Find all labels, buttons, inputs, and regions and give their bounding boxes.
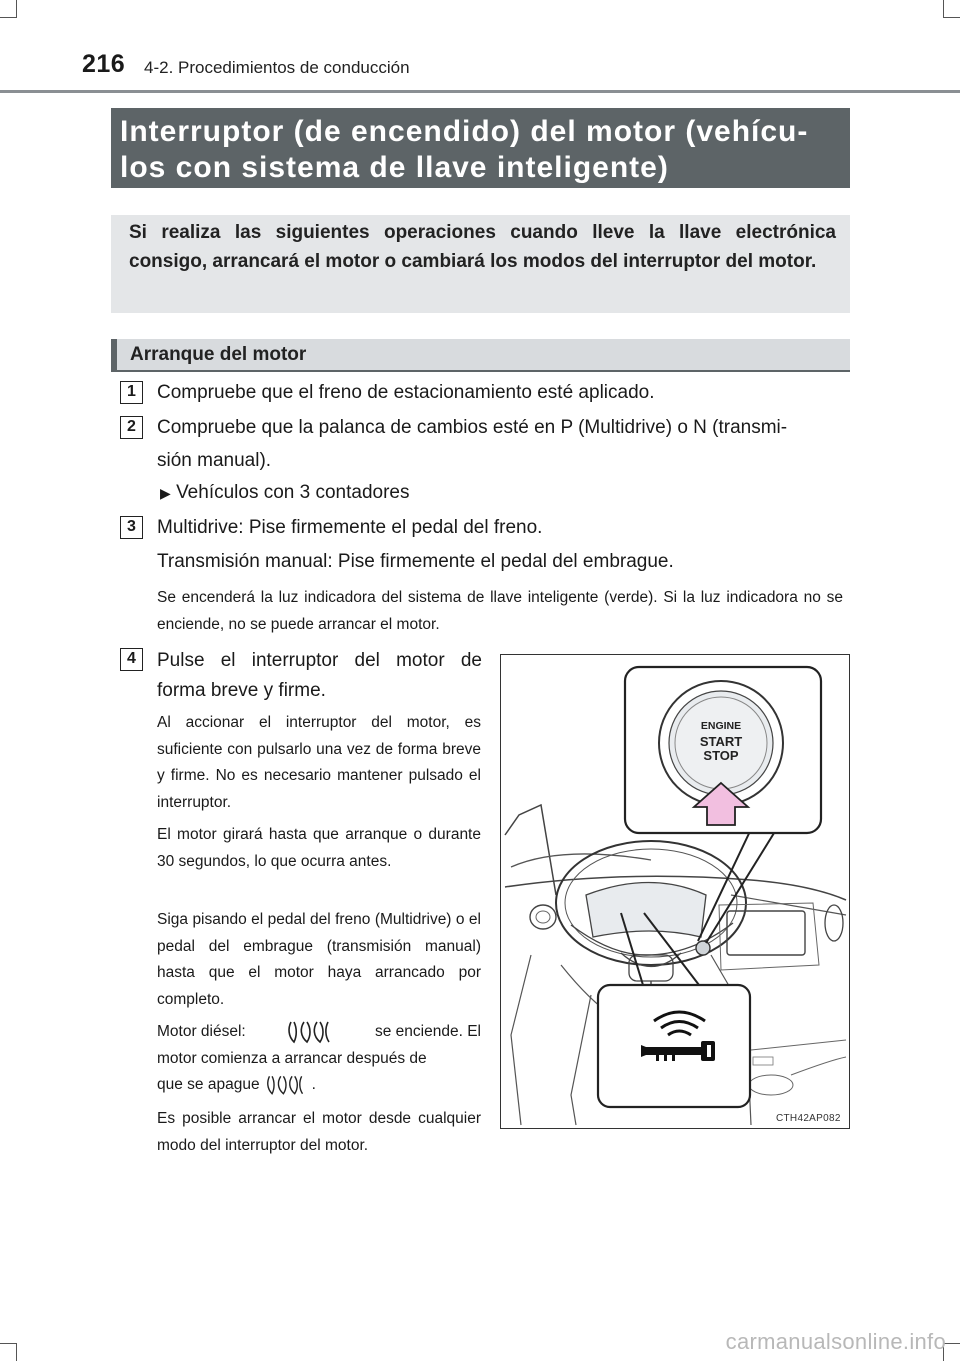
step-number: 1 xyxy=(120,381,143,404)
step-4-note-1: Al accionar el interruptor del motor, es suficiente con pulsarlo una vez de forma breve y firme. No es necesario mantener pulsado el interruptor. xyxy=(157,714,481,811)
diesel-text-1: Motor diésel: xyxy=(157,1023,246,1040)
title-line-2: los con sistema de llave inteligente) xyxy=(120,151,669,184)
crop-mark xyxy=(16,1343,17,1361)
section-label: 4-2. Procedimientos de conducción xyxy=(144,58,410,77)
diesel-line-3 xyxy=(157,1072,481,1099)
engine-switch-figure xyxy=(500,654,850,1129)
step-4-note-last: Es posible arrancar el motor desde cualquier modo del interruptor del motor. xyxy=(157,1110,481,1154)
diesel-text-3: que se apague xyxy=(157,1076,260,1094)
button-label-engine: ENGINE xyxy=(700,720,742,732)
watermark: carmanualsonline.info xyxy=(725,1329,946,1354)
step-3-line-2: Transmisión manual: Pise firmemente el pedal del embrague. xyxy=(157,551,674,572)
crop-mark xyxy=(0,1343,17,1344)
step-2-text xyxy=(157,411,787,477)
title-line-1: Interruptor (de encendido) del motor (vehícu- xyxy=(120,115,809,148)
header-rule xyxy=(0,90,960,93)
step-3-note: Se encenderá la luz indicadora del sistema de llave inteligente (verde). Si la luz indicadora no se enciende, no se puede arrancar el motor. xyxy=(157,589,843,633)
subsection-heading: Arranque del motor xyxy=(111,339,850,370)
bullet-text: Vehículos con 3 contadores xyxy=(176,482,410,503)
step-number: 4 xyxy=(120,648,143,671)
step-4-note-2: El motor girará hasta que arranque o durante 30 segundos, lo que ocurra antes. xyxy=(157,826,481,870)
triangle-right-icon: ▶ xyxy=(160,485,171,501)
step-2-line-1: Compruebe que la palanca de cambios esté en P (Multidrive) o N (transmi- xyxy=(157,417,788,438)
figure-code: CTH42AP082 xyxy=(776,1113,841,1124)
crop-mark xyxy=(0,17,17,18)
diesel-line-2: motor comienza a arrancar después de xyxy=(157,1049,427,1067)
subsection-rule xyxy=(111,370,850,372)
diesel-text-4: . xyxy=(311,1076,316,1094)
step-4-line-1: Pulse el interruptor del motor de xyxy=(157,650,482,671)
step-4-line-2: forma breve y firme. xyxy=(157,680,326,701)
button-label-stop: STOP xyxy=(703,748,739,763)
glow-plug-icon xyxy=(287,1020,333,1044)
page-number: 216 xyxy=(82,50,126,78)
step-2-line-2: sión manual). xyxy=(157,450,272,471)
crop-mark xyxy=(943,17,960,18)
step-number: 3 xyxy=(120,516,143,539)
dashboard-illustration xyxy=(501,655,848,1127)
button-label-start: START xyxy=(699,734,743,749)
crop-mark xyxy=(16,0,17,18)
diesel-text-2: se enciende. El xyxy=(374,1023,481,1040)
page-title xyxy=(111,108,850,188)
step-number: 2 xyxy=(120,416,143,439)
step-3-line-1: Multidrive: Pise firmemente el pedal del freno. xyxy=(157,517,543,538)
intro-box: Si realiza las siguientes operaciones cuando lleve la llave electrónica consigo, arrancará el motor o cambiará los modos del interruptor del motor. xyxy=(111,215,850,313)
diesel-note xyxy=(157,1019,481,1099)
vehicle-bullet xyxy=(160,476,410,510)
crop-mark xyxy=(943,0,944,18)
glow-plug-icon xyxy=(266,1073,306,1097)
step-1-text: Compruebe que el freno de estacionamiento esté aplicado. xyxy=(157,382,655,403)
step-3-text xyxy=(157,511,674,578)
diesel-line-1 xyxy=(157,1019,481,1046)
step-4-note-3: Siga pisando el pedal del freno (Multidrive) o el pedal del embrague (transmisión manual) hasta que el motor haya arrancado por completo. xyxy=(157,911,481,1008)
